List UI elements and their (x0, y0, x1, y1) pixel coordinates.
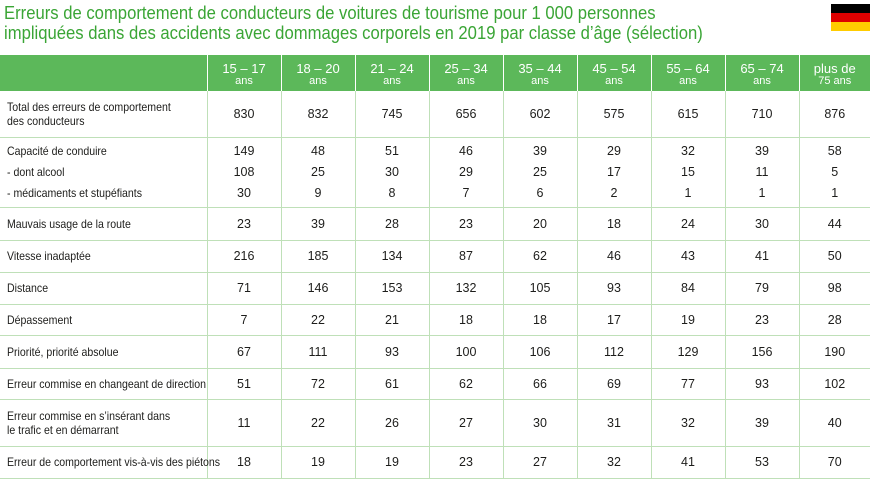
cell-value: 149 (233, 143, 255, 158)
cell-stack (726, 141, 799, 204)
table-cell: 19 (281, 446, 355, 478)
table-cell: 876 (799, 91, 870, 137)
table-row (0, 272, 870, 304)
table-cell: 18 (429, 304, 503, 335)
table-cell: 745 (355, 91, 429, 137)
row-label-line: Erreur de comportement vis-à-vis des piétons (7, 455, 221, 469)
column-header-label: 21 – 24 (370, 60, 414, 76)
table-cell: 22 (281, 399, 355, 446)
table-cell: 71 (207, 272, 281, 304)
table-cell (355, 137, 429, 207)
flag-stripe-gold (831, 22, 870, 31)
cell-value: 15 (681, 164, 695, 179)
table-row (0, 240, 870, 272)
header-row (0, 55, 870, 91)
row-label-line: Erreur commise en changeant de direction (7, 376, 206, 391)
row-label-line: Total des erreurs de comportement (7, 99, 171, 114)
cell-value: 6 (536, 185, 544, 200)
cell-value: 48 (311, 143, 325, 158)
row-label-line: des conducteurs (7, 113, 85, 128)
cell-value: 1 (684, 185, 692, 200)
cell-value: 29 (459, 164, 473, 179)
table-cell: 44 (799, 207, 870, 240)
column-header-1 (281, 55, 355, 91)
table-cell: 100 (429, 335, 503, 368)
table-cell: 67 (207, 335, 281, 368)
row-label (0, 304, 207, 335)
table-cell: 61 (355, 368, 429, 399)
table-cell: 32 (577, 446, 651, 478)
table-cell: 23 (207, 207, 281, 240)
table-cell: 156 (725, 335, 799, 368)
table-cell: 28 (799, 304, 870, 335)
table-cell: 26 (355, 399, 429, 446)
column-header-2 (355, 55, 429, 91)
table-cell: 40 (799, 399, 870, 446)
table-row (0, 446, 870, 478)
table-cell: 32 (651, 399, 725, 446)
column-header-sublabel: ans (605, 74, 623, 87)
table-cell: 66 (503, 368, 577, 399)
table-cell: 84 (651, 272, 725, 304)
cell-value: 8 (388, 185, 396, 200)
table-cell: 105 (503, 272, 577, 304)
column-header-label: plus de (813, 60, 856, 76)
cell-value: 1 (758, 185, 766, 200)
table-cell: 18 (503, 304, 577, 335)
table-cell: 146 (281, 272, 355, 304)
cell-stack (356, 141, 429, 204)
row-label (0, 240, 207, 272)
column-header-sublabel: ans (309, 74, 327, 87)
column-header-6 (651, 55, 725, 91)
row-label-line: Distance (7, 281, 49, 295)
cell-value: 108 (233, 164, 255, 179)
table-cell: 70 (799, 446, 870, 478)
row-label-line: - médicaments et stupéfiants (7, 185, 142, 200)
table-cell: 129 (651, 335, 725, 368)
table-cell: 656 (429, 91, 503, 137)
row-label (0, 207, 207, 240)
table-body (0, 91, 870, 478)
column-header-sublabel: ans (531, 74, 549, 87)
table-cell: 710 (725, 91, 799, 137)
table-cell: 153 (355, 272, 429, 304)
table-cell (429, 137, 503, 207)
table-cell: 185 (281, 240, 355, 272)
table-cell: 87 (429, 240, 503, 272)
table-cell: 43 (651, 240, 725, 272)
cell-value: 9 (314, 185, 322, 200)
cell-stack (430, 141, 503, 204)
table-cell: 111 (281, 335, 355, 368)
table-row (0, 207, 870, 240)
cell-value: 30 (237, 185, 251, 200)
column-header-sublabel: 75 ans (818, 74, 852, 87)
cell-value: 7 (462, 185, 470, 200)
row-label-line: Priorité, priorité absolue (7, 344, 119, 359)
table-cell: 30 (503, 399, 577, 446)
germany-flag-icon (831, 4, 870, 31)
table-cell: 27 (503, 446, 577, 478)
table-cell (799, 137, 870, 207)
chart-title (4, 3, 742, 43)
table-cell: 575 (577, 91, 651, 137)
cell-stack (208, 141, 281, 204)
table-cell: 23 (429, 207, 503, 240)
cell-value: 2 (610, 185, 618, 200)
cell-stack (578, 141, 651, 204)
column-header-label: 25 – 34 (444, 60, 488, 76)
table-cell: 20 (503, 207, 577, 240)
table-row (0, 368, 870, 399)
column-header-sublabel: ans (383, 74, 401, 87)
row-label-line: le trafic et en démarrant (7, 422, 119, 437)
column-header-8 (799, 55, 870, 91)
table-cell: 19 (355, 446, 429, 478)
cell-stack (504, 141, 577, 204)
column-header-sublabel: ans (679, 74, 697, 87)
table-cell: 7 (207, 304, 281, 335)
column-header-label: 55 – 64 (666, 60, 710, 76)
row-label-line: Dépassement (7, 312, 73, 327)
table-row (0, 304, 870, 335)
table-cell: 19 (651, 304, 725, 335)
cell-value: 25 (311, 164, 325, 179)
table-cell: 23 (725, 304, 799, 335)
table-cell: 51 (207, 368, 281, 399)
column-header-label: 45 – 54 (592, 60, 636, 76)
cell-value: 1 (831, 185, 839, 200)
cell-value: 30 (385, 164, 399, 179)
cell-value: 32 (681, 143, 695, 158)
table-cell: 39 (281, 207, 355, 240)
cell-value: 5 (831, 164, 839, 179)
data-table-wrapper (0, 55, 870, 479)
cell-stack (282, 141, 355, 204)
column-header-5 (577, 55, 651, 91)
table-cell: 18 (207, 446, 281, 478)
table-cell: 216 (207, 240, 281, 272)
table-cell: 28 (355, 207, 429, 240)
table-cell: 69 (577, 368, 651, 399)
table-cell: 18 (577, 207, 651, 240)
table-row (0, 335, 870, 368)
flag-stripe-black (831, 4, 870, 13)
chart-title-line-2: impliquées dans des accidents avec dommages corporels en 2019 par classe d’âge (sélection) (4, 22, 703, 43)
column-header-3 (429, 55, 503, 91)
cell-value: 58 (827, 143, 842, 158)
row-label-line: Capacité de conduire (7, 143, 107, 158)
table-cell: 602 (503, 91, 577, 137)
cell-value: 39 (755, 143, 769, 158)
cell-stack (800, 141, 870, 204)
table-cell: 23 (429, 446, 503, 478)
table-cell: 41 (725, 240, 799, 272)
table-cell (207, 137, 281, 207)
table-cell: 22 (281, 304, 355, 335)
table-cell: 93 (725, 368, 799, 399)
column-header-label: 18 – 20 (296, 60, 340, 76)
table-row (0, 137, 870, 207)
table-cell: 53 (725, 446, 799, 478)
column-header-4 (503, 55, 577, 91)
table-cell: 98 (799, 272, 870, 304)
column-header-sublabel: ans (235, 74, 253, 87)
table-cell: 21 (355, 304, 429, 335)
table-cell (725, 137, 799, 207)
cell-value: 46 (459, 143, 473, 158)
column-header-label: 15 – 17 (222, 60, 266, 76)
table-cell: 30 (725, 207, 799, 240)
cell-value: 51 (385, 143, 399, 158)
header-corner-cell (0, 55, 207, 91)
table-cell (577, 137, 651, 207)
table-cell: 24 (651, 207, 725, 240)
table-cell: 27 (429, 399, 503, 446)
table-cell: 112 (577, 335, 651, 368)
cell-value: 39 (533, 143, 547, 158)
table-cell: 830 (207, 91, 281, 137)
table-cell: 72 (281, 368, 355, 399)
table-cell: 93 (577, 272, 651, 304)
column-header-sublabel: ans (753, 74, 771, 87)
row-label (0, 368, 207, 399)
table-cell: 46 (577, 240, 651, 272)
row-label (0, 399, 207, 446)
row-label (0, 446, 221, 478)
table-cell (281, 137, 355, 207)
table-cell: 50 (799, 240, 870, 272)
cell-stack (652, 141, 725, 204)
table-cell: 11 (207, 399, 281, 446)
table-cell: 31 (577, 399, 651, 446)
row-label (0, 335, 207, 368)
row-label-line: Vitesse inadaptée (7, 249, 91, 263)
table-cell (651, 137, 725, 207)
column-header-7 (725, 55, 799, 91)
flag-stripe-red (831, 13, 870, 22)
table-cell: 62 (503, 240, 577, 272)
row-label (0, 137, 207, 207)
column-header-0 (207, 55, 281, 91)
table-cell: 832 (281, 91, 355, 137)
table-row (0, 91, 870, 137)
table-cell: 93 (355, 335, 429, 368)
table-cell: 102 (799, 368, 870, 399)
cell-value: 29 (607, 143, 621, 158)
table-cell (503, 137, 577, 207)
chart-title-line-1: Erreurs de comportement de conducteurs de voitures de tourisme pour 1 000 personnes (4, 2, 656, 23)
table-cell: 79 (725, 272, 799, 304)
column-header-sublabel: ans (457, 74, 475, 87)
table-row (0, 399, 870, 446)
row-label-line: - dont alcool (7, 164, 65, 179)
column-header-label: 65 – 74 (740, 60, 784, 76)
cell-value: 11 (755, 164, 769, 179)
cell-value: 25 (533, 164, 547, 179)
table-cell: 615 (651, 91, 725, 137)
row-label (0, 272, 207, 304)
row-label-line: Erreur commise en s’insérant dans (7, 408, 171, 423)
row-label (0, 91, 207, 137)
table-cell: 62 (429, 368, 503, 399)
cell-value: 17 (607, 164, 621, 179)
table-cell: 17 (577, 304, 651, 335)
table-cell: 39 (725, 399, 799, 446)
table-cell: 134 (355, 240, 429, 272)
table-cell: 77 (651, 368, 725, 399)
table-cell: 41 (651, 446, 725, 478)
row-label-line: Mauvais usage de la route (7, 216, 131, 231)
data-table (0, 55, 870, 479)
column-header-label: 35 – 44 (518, 60, 562, 76)
table-cell: 132 (429, 272, 503, 304)
table-cell: 190 (799, 335, 870, 368)
table-cell: 106 (503, 335, 577, 368)
